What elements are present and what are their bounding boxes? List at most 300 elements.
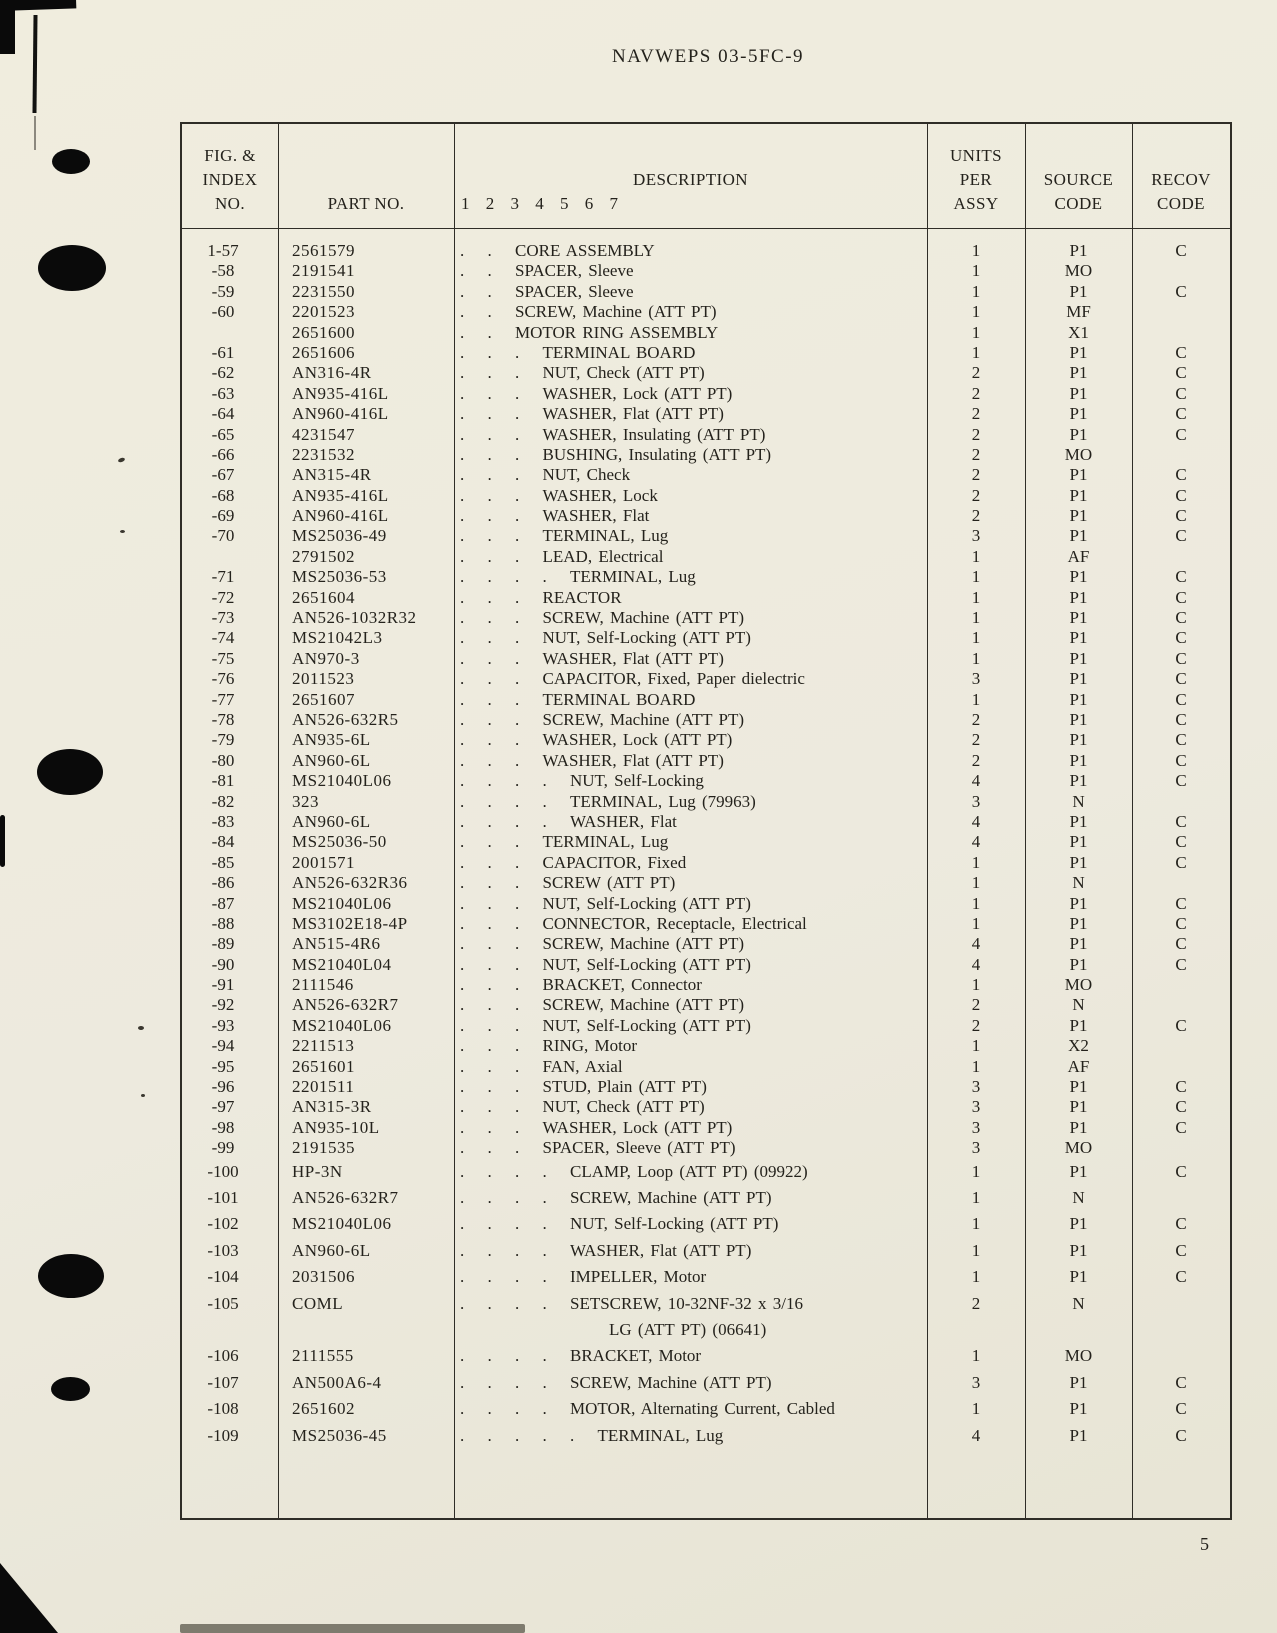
indenture-dot: .: [515, 546, 520, 566]
part-no-cell: MS21040L06: [292, 1214, 392, 1234]
source-code-cell: P1: [1069, 1161, 1088, 1181]
indenture-dot: .: [487, 709, 492, 729]
indenture-dot: .: [487, 546, 492, 566]
indenture-dot: .: [460, 1056, 465, 1076]
description-cell: [454, 1159, 927, 1185]
description-cell: [454, 1138, 927, 1158]
recov-code-cell: C: [1175, 485, 1187, 505]
indenture-dot: .: [515, 608, 520, 628]
table-row: [182, 710, 1230, 730]
source-code-cell: P1: [1069, 1117, 1088, 1137]
indenture-dot: .: [515, 669, 520, 689]
indenture-dot: .: [515, 1267, 520, 1287]
fig-index-no-cell: [182, 547, 278, 567]
recov-code-cell: [1132, 1291, 1230, 1344]
source-code-cell: P1: [1069, 852, 1088, 872]
fig-index-no-cell: -106: [207, 1346, 239, 1366]
fig-index-no-cell: -67: [211, 465, 235, 485]
recov-code-cell: C: [1175, 281, 1187, 301]
source-code-cell: N: [1072, 1187, 1085, 1207]
description-cell: [454, 465, 927, 485]
part-no-cell: AN315-3R: [292, 1097, 372, 1117]
indenture-dot: .: [515, 852, 520, 872]
part-no-cell: 2231550: [292, 281, 355, 301]
part-no-cell: 2651600: [292, 322, 355, 342]
fig-index-no-cell: -92: [211, 995, 235, 1015]
indenture-dot: .: [460, 689, 465, 709]
units-per-assy-cell: 4: [971, 771, 981, 791]
source-code-cell: P1: [1069, 1015, 1088, 1035]
description-text: MOTOR RING ASSEMBLY: [515, 322, 719, 342]
recov-code-cell: C: [1175, 730, 1187, 750]
indenture-dot: .: [542, 791, 547, 811]
recov-code-cell: [1132, 547, 1230, 567]
column-header-part-no: PART NO.: [327, 194, 405, 213]
table-row: [182, 914, 1230, 934]
description-cell: [454, 363, 927, 383]
indenture-dot: .: [460, 709, 465, 729]
description-cell: [454, 404, 927, 424]
indenture-dot: .: [487, 934, 492, 954]
units-per-assy-cell: 1: [971, 1056, 981, 1076]
indenture-dot: .: [460, 975, 465, 995]
indenture-dot: .: [487, 1117, 492, 1137]
description-cell: [454, 751, 927, 771]
indenture-dot: .: [487, 404, 492, 424]
indenture-dot: .: [487, 424, 492, 444]
description-text: TERMINAL, Lug: [542, 526, 669, 546]
indenture-dot: .: [487, 302, 492, 322]
source-code-cell: P1: [1069, 526, 1088, 546]
fig-index-no-cell: -58: [211, 261, 235, 281]
indenture-dot: .: [487, 832, 492, 852]
description-cell: [454, 526, 927, 546]
indenture-dot: .: [487, 1161, 492, 1181]
recov-code-cell: C: [1175, 587, 1187, 607]
recov-code-cell: C: [1175, 750, 1187, 770]
table-row: [182, 792, 1230, 812]
indenture-dot: .: [542, 1214, 547, 1234]
part-no-cell: AN960-6L: [292, 811, 371, 831]
table-row: [182, 445, 1230, 465]
units-per-assy-cell: 2: [971, 1293, 981, 1313]
description-text: CORE ASSEMBLY: [515, 241, 655, 260]
part-no-cell: 2651606: [292, 342, 355, 362]
indenture-dot: .: [515, 771, 520, 791]
units-per-assy-cell: 2: [971, 1015, 981, 1035]
description-text: NUT, Self-Locking (ATT PT): [542, 628, 751, 648]
description-text: CONNECTOR, Receptacle, Electrical: [542, 913, 807, 933]
indenture-dot: .: [460, 485, 465, 505]
column-header-units-per-assy: UNITS PER ASSY: [949, 146, 1003, 213]
units-per-assy-cell: 1: [971, 913, 981, 933]
table-row: [182, 486, 1230, 506]
description-cell: [454, 384, 927, 404]
source-code-cell: N: [1072, 873, 1085, 893]
description-text: SCREW, Machine (ATT PT): [542, 934, 744, 954]
source-code-cell: P1: [1069, 587, 1088, 607]
indenture-dot: .: [487, 567, 492, 587]
part-no-cell: AN500A6-4: [292, 1372, 382, 1392]
indenture-dot: .: [542, 1346, 547, 1366]
indenture-dot: .: [460, 811, 465, 831]
recov-code-cell: C: [1175, 404, 1187, 424]
fig-index-no-cell: -84: [211, 832, 235, 852]
binder-hole: [51, 1377, 90, 1401]
indenture-dot: .: [487, 261, 492, 281]
part-no-cell: MS25036-53: [292, 567, 387, 587]
indenture-dot: .: [515, 995, 520, 1015]
table-row: [182, 1211, 1230, 1237]
description-cell: [454, 730, 927, 750]
part-no-cell: HP-3N: [292, 1161, 343, 1181]
fig-index-no-cell: -100: [207, 1161, 239, 1181]
table-row: [182, 853, 1230, 873]
indenture-dot: .: [515, 791, 520, 811]
recov-code-cell: C: [1175, 628, 1187, 648]
recov-code-cell: [1132, 792, 1230, 812]
part-no-cell: 2651604: [292, 587, 355, 607]
fig-index-no-cell: -60: [211, 302, 235, 322]
indenture-dot: .: [515, 1214, 520, 1234]
units-per-assy-cell: 1: [971, 689, 981, 709]
table-row: [182, 526, 1230, 546]
indenture-dot: .: [487, 465, 492, 485]
description-text: SCREW, Machine (ATT PT): [542, 709, 744, 729]
description-text: WASHER, Flat (ATT PT): [542, 404, 724, 424]
indenture-dot: .: [487, 811, 492, 831]
doc-number: NAVWEPS 03-5FC-9: [611, 46, 805, 67]
part-no-cell: 2001571: [292, 852, 355, 872]
indenture-dot: .: [515, 1097, 520, 1117]
table-row: [182, 751, 1230, 771]
units-per-assy-cell: 4: [971, 934, 981, 954]
units-per-assy-cell: 1: [971, 1267, 981, 1287]
part-no-cell: COML: [292, 1293, 344, 1313]
table-row: [182, 323, 1230, 343]
recov-code-cell: C: [1175, 893, 1187, 913]
recov-code-cell: C: [1175, 465, 1187, 485]
description-text: CLAMP, Loop (ATT PT) (09922): [570, 1161, 808, 1181]
description-text: RING, Motor: [542, 1036, 638, 1056]
table-row: [182, 1138, 1230, 1158]
source-code-cell: P1: [1069, 648, 1088, 668]
part-no-cell: 4231547: [292, 424, 355, 444]
indenture-dot: .: [460, 342, 465, 362]
source-code-cell: P1: [1069, 1214, 1088, 1234]
table-row: [182, 241, 1230, 261]
indenture-dot: .: [515, 383, 520, 403]
units-per-assy-cell: 3: [971, 526, 981, 546]
fig-index-no-cell: -109: [207, 1425, 239, 1445]
indenture-dot: .: [487, 1077, 492, 1097]
description-text: TERMINAL, Lug: [570, 567, 696, 587]
units-per-assy-cell: 2: [971, 730, 981, 750]
units-per-assy-cell: 4: [971, 811, 981, 831]
fig-index-no-cell: -73: [211, 608, 235, 628]
description-text: NUT, Self-Locking (ATT PT): [570, 1214, 779, 1234]
indenture-dot: .: [460, 1187, 465, 1207]
binder-hole: [38, 1254, 104, 1298]
column-header-fig-index-no: FIG. & INDEX NO.: [202, 146, 258, 213]
indenture-dot: .: [542, 1187, 547, 1207]
part-no-cell: AN526-632R5: [292, 709, 399, 729]
indenture-dot: .: [515, 506, 520, 526]
units-per-assy-cell: 3: [971, 669, 981, 689]
fig-index-no-cell: -94: [211, 1036, 235, 1056]
recov-code-cell: C: [1175, 241, 1187, 260]
description-text: STUD, Plain (ATT PT): [542, 1077, 707, 1097]
indenture-dot: .: [460, 954, 465, 974]
fig-index-no-cell: -63: [211, 383, 235, 403]
indenture-dot: .: [515, 444, 520, 464]
column-header-recov-code: RECOV CODE: [1151, 170, 1211, 213]
part-no-cell: 2011523: [292, 669, 355, 689]
indenture-dot: .: [515, 1056, 520, 1076]
recov-code-cell: C: [1175, 526, 1187, 546]
fig-index-no-cell: -74: [211, 628, 235, 648]
column-header-source-code: SOURCE CODE: [1043, 170, 1114, 213]
fig-index-no-cell: -97: [211, 1097, 235, 1117]
indenture-dot: .: [460, 893, 465, 913]
units-per-assy-cell: 1: [971, 1346, 981, 1366]
indenture-dot: .: [460, 567, 465, 587]
description-text: WASHER, Lock (ATT PT): [542, 1117, 733, 1137]
units-per-assy-cell: 1: [971, 281, 981, 301]
indenture-dot: .: [515, 526, 520, 546]
fig-index-no-cell: -78: [211, 709, 235, 729]
fig-index-no-cell: -64: [211, 404, 235, 424]
fig-index-no-cell: -76: [211, 669, 235, 689]
indenture-dot: .: [460, 852, 465, 872]
indenture-dot: .: [487, 1240, 492, 1260]
recov-code-cell: [1132, 1057, 1230, 1077]
fig-index-no-cell: -72: [211, 587, 235, 607]
source-code-cell: P1: [1069, 832, 1088, 852]
description-cell: [454, 1185, 927, 1211]
units-per-assy-cell: 2: [971, 444, 981, 464]
part-no-cell: AN515-4R6: [292, 934, 381, 954]
fig-index-no-cell: -62: [211, 363, 235, 383]
table-row: [182, 1057, 1230, 1077]
recov-code-cell: C: [1175, 1097, 1187, 1117]
indenture-dot: .: [487, 669, 492, 689]
table-row: [182, 1077, 1230, 1097]
recov-code-cell: [1132, 975, 1230, 995]
indenture-dot: .: [487, 913, 492, 933]
description-cell: [454, 1016, 927, 1036]
indenture-dot: .: [515, 1399, 520, 1419]
indenture-dot: .: [487, 1214, 492, 1234]
recov-code-cell: C: [1175, 1399, 1187, 1419]
description-cell: [454, 445, 927, 465]
indenture-dot: .: [487, 628, 492, 648]
units-per-assy-cell: 3: [971, 1077, 981, 1097]
description-cell: [454, 241, 927, 261]
table-row: [182, 1370, 1230, 1396]
recov-code-cell: C: [1175, 1425, 1187, 1445]
units-per-assy-cell: 2: [971, 404, 981, 424]
fig-index-no-cell: -103: [207, 1240, 239, 1260]
part-no-cell: AN960-6L: [292, 750, 371, 770]
description-text: WASHER, Lock: [542, 485, 658, 505]
description-text: NUT, Self-Locking (ATT PT): [542, 1015, 751, 1035]
indenture-dot: .: [487, 873, 492, 893]
table-row: [182, 894, 1230, 914]
recov-code-cell: C: [1175, 363, 1187, 383]
recov-code-cell: C: [1175, 567, 1187, 587]
part-no-cell: 2651601: [292, 1056, 355, 1076]
indenture-dot: .: [515, 689, 520, 709]
table-row: [182, 1396, 1230, 1422]
indenture-dot: .: [487, 648, 492, 668]
table-row: [182, 1097, 1230, 1117]
source-code-cell: MO: [1064, 444, 1093, 464]
description-cell: [454, 975, 927, 995]
recov-code-cell: [1132, 873, 1230, 893]
table-row: [182, 465, 1230, 485]
description-text: BRACKET, Motor: [570, 1346, 702, 1366]
indenture-dot: .: [515, 404, 520, 424]
pen-mark: [32, 15, 37, 113]
table-row: [182, 832, 1230, 852]
table-row: [182, 608, 1230, 628]
indenture-dot: .: [460, 1036, 465, 1056]
description-text: CAPACITOR, Fixed: [542, 852, 687, 872]
description-cell: [454, 894, 927, 914]
source-code-cell: P1: [1069, 1425, 1088, 1445]
part-no-cell: AN526-632R7: [292, 995, 399, 1015]
recov-code-cell: [1132, 302, 1230, 322]
indenture-dot: .: [460, 934, 465, 954]
description-text: LEAD, Electrical: [542, 546, 664, 566]
units-per-assy-cell: 1: [971, 893, 981, 913]
table-row: [182, 363, 1230, 383]
indenture-dot: .: [542, 1240, 547, 1260]
units-per-assy-cell: 1: [971, 1240, 981, 1260]
indenture-dot: .: [460, 628, 465, 648]
units-per-assy-cell: 1: [971, 1036, 981, 1056]
description-cell: [454, 608, 927, 628]
indenture-dot: .: [487, 893, 492, 913]
indenture-dot: .: [542, 1425, 547, 1445]
description-cell: [454, 628, 927, 648]
units-per-assy-cell: 1: [971, 241, 981, 260]
indenture-dot: .: [542, 1399, 547, 1419]
source-code-cell: P1: [1069, 281, 1088, 301]
indenture-dot: .: [515, 1161, 520, 1181]
indenture-dot: .: [515, 1372, 520, 1392]
description-cell: [454, 1057, 927, 1077]
fig-index-no-cell: -68: [211, 485, 235, 505]
page-number: 5: [1200, 1534, 1209, 1554]
description-continuation: LG (ATT PT) (06641): [609, 1319, 767, 1339]
indenture-dot: .: [460, 1425, 465, 1445]
source-code-cell: P1: [1069, 709, 1088, 729]
part-no-cell: MS21040L06: [292, 893, 392, 913]
indenture-dot: .: [487, 485, 492, 505]
description-text: WASHER, Flat: [542, 506, 650, 526]
fig-index-no-cell: -70: [211, 526, 235, 546]
table-row: [182, 1159, 1230, 1185]
indenture-dot: .: [460, 1161, 465, 1181]
source-code-cell: P1: [1069, 465, 1088, 485]
recov-code-cell: C: [1175, 383, 1187, 403]
indenture-dot: .: [515, 1077, 520, 1097]
indenture-dot: .: [460, 302, 465, 322]
indenture-dot: .: [460, 383, 465, 403]
fig-index-no-cell: -71: [211, 567, 235, 587]
part-no-cell: 323: [292, 791, 319, 811]
indenture-dot: .: [460, 363, 465, 383]
indenture-dot: .: [460, 648, 465, 668]
table-row: [182, 649, 1230, 669]
indenture-dot: .: [515, 750, 520, 770]
indenture-dot: .: [487, 1138, 492, 1158]
part-no-cell: MS25036-49: [292, 526, 387, 546]
scan-artifact: [0, 1563, 58, 1633]
units-per-assy-cell: 4: [971, 832, 981, 852]
description-text: SETSCREW, 10-32NF-32 x 3/16: [570, 1293, 804, 1313]
units-per-assy-cell: 1: [971, 322, 981, 342]
source-code-cell: P1: [1069, 608, 1088, 628]
part-no-cell: MS21042L3: [292, 628, 383, 648]
table-row: [182, 343, 1230, 363]
description-text: SCREW (ATT PT): [542, 873, 676, 893]
recov-code-cell: C: [1175, 811, 1187, 831]
indenture-dot: .: [487, 954, 492, 974]
units-per-assy-cell: 1: [971, 342, 981, 362]
part-no-cell: 2791502: [292, 546, 355, 566]
units-per-assy-cell: 1: [971, 975, 981, 995]
source-code-cell: P1: [1069, 934, 1088, 954]
fig-index-no-cell: -80: [211, 750, 235, 770]
units-per-assy-cell: 1: [971, 1399, 981, 1419]
description-cell: [454, 425, 927, 445]
description-cell: [454, 1118, 927, 1138]
part-no-cell: AN315-4R: [292, 465, 372, 485]
recov-code-cell: C: [1175, 669, 1187, 689]
indenture-dot: .: [570, 1425, 575, 1445]
indenture-dot: .: [515, 342, 520, 362]
part-no-cell: AN960-416L: [292, 506, 389, 526]
part-no-cell: 2231532: [292, 444, 355, 464]
part-no-cell: AN960-416L: [292, 404, 389, 424]
recov-code-cell: [1132, 323, 1230, 343]
description-text: WASHER, Flat: [570, 811, 677, 831]
source-code-cell: P1: [1069, 689, 1088, 709]
recov-code-cell: C: [1175, 1267, 1187, 1287]
indenture-dot: .: [460, 1293, 465, 1313]
indenture-dot: .: [460, 913, 465, 933]
fig-index-no-cell: -95: [211, 1056, 235, 1076]
source-code-cell: MO: [1064, 1346, 1093, 1366]
table-body: [182, 229, 1230, 1518]
indenture-dot: .: [542, 1293, 547, 1313]
indenture-dot: .: [460, 750, 465, 770]
units-per-assy-cell: 4: [971, 1425, 981, 1445]
source-code-cell: P1: [1069, 628, 1088, 648]
description-cell: [454, 1036, 927, 1056]
recov-code-cell: [1132, 445, 1230, 465]
recov-code-cell: C: [1175, 913, 1187, 933]
source-code-cell: P1: [1069, 1267, 1088, 1287]
source-code-cell: P1: [1069, 1077, 1088, 1097]
fig-index-no-cell: -83: [211, 811, 235, 831]
indenture-dot: .: [487, 444, 492, 464]
column-header-description: DESCRIPTION 1 2 3 4 5 6 7: [454, 124, 927, 228]
source-code-cell: MF: [1066, 302, 1091, 322]
